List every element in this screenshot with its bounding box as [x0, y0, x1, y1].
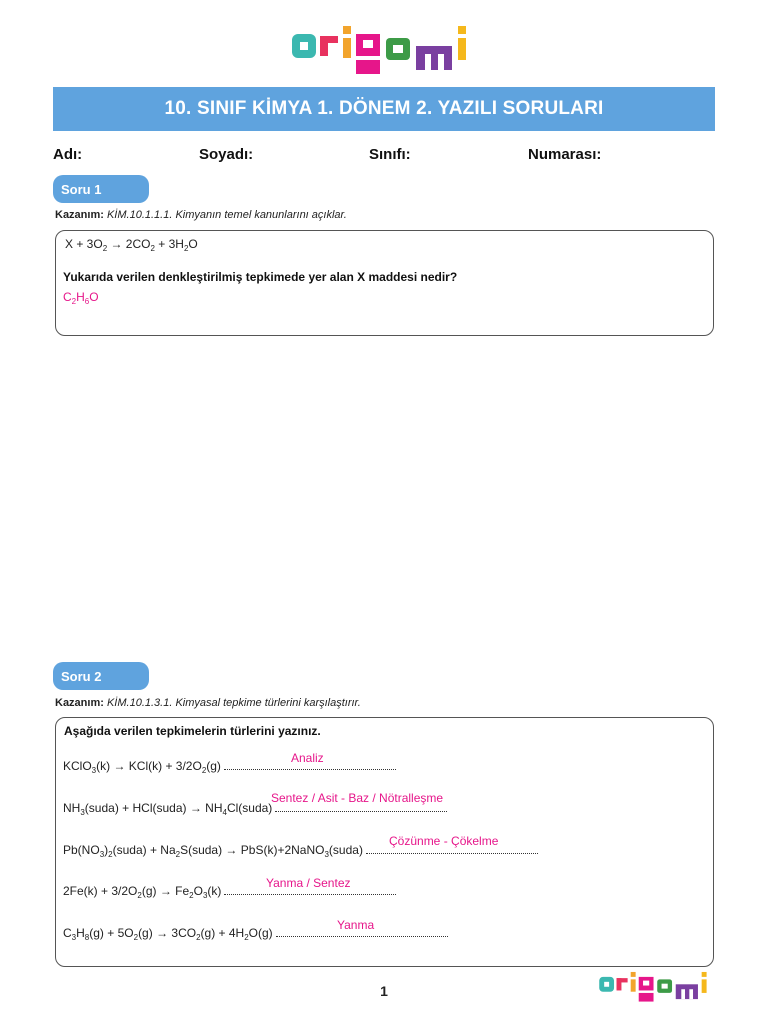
- reaction-row-1-answer: Analiz: [291, 751, 324, 765]
- reaction-row-5-answer: Yanma: [337, 918, 375, 932]
- question-2-box: [55, 717, 714, 967]
- reaction-row-3: $Pb(NO_3)_2(suda)$ + $Na_2S(suda)$ → PbS(k)+2NaNO$_3$(suda): [63, 843, 538, 857]
- kazanim-text: KİM.10.1.1.1. Kimyanın temel kanunlarını açıklar.: [106, 209, 347, 221]
- origami-logo-footer: [598, 970, 714, 1006]
- question-2-instruction: Aşağıda verilen tepkimelerin türlerini yazınız.: [64, 724, 321, 738]
- reaction-row-4: $2Fe(k) + 3/2O_2(g) \to Fe_2O_3(k)$: [63, 884, 396, 898]
- question-1-equation: $X + 3O_2 \to 2CO_2 + 3H_2O$: [65, 237, 198, 253]
- class-label: Sınıfı:: [369, 146, 411, 163]
- question-1-box: [55, 230, 714, 336]
- question-1-kazanim: [55, 209, 347, 221]
- question-2-kazanim: [55, 697, 361, 709]
- question-1-text: Yukarıda verilen denkleştirilmiş tepkimede yer alan X maddesi nedir?: [63, 270, 458, 284]
- kazanim-label: Kazanım:: [55, 697, 104, 709]
- kazanim-text: KİM.10.1.3.1. Kimyasal tepkime türlerini karşılaştırır.: [106, 697, 361, 709]
- number-label: Numarası:: [528, 146, 602, 163]
- surname-label: Soyadı:: [199, 146, 254, 163]
- reaction-row-1: KClO$_3$(k) → $KCl(k) + 3/2O_2(g)$: [63, 759, 396, 773]
- name-label: Adı:: [53, 146, 83, 163]
- reaction-row-4-answer: Yanma / Sentez: [266, 876, 351, 890]
- page-number: 1: [380, 983, 388, 999]
- reaction-row-2: $NH_3(suda)$ + HCl(suda) → $NH_4Cl(suda)$: [63, 801, 447, 815]
- reaction-row-3-answer: Çözünme - Çökelme: [389, 834, 499, 848]
- reaction-row-2-answer: Sentez / Asit - Baz / Nötralleşme: [271, 791, 444, 805]
- reaction-row-5: $C_3H_8(g) + 5O_2(g) \to 3CO_2(g) + 4H_2O(g)$: [63, 926, 448, 940]
- question-1-answer: $C_2H_6O$: [63, 290, 99, 306]
- page-title: 10. SINIF KİMYA 1. DÖNEM 2. YAZILI SORULARI: [53, 87, 715, 131]
- origami-logo: [290, 24, 478, 80]
- question-2-badge: Soru 2: [53, 662, 149, 690]
- question-1-badge: Soru 1: [53, 175, 149, 203]
- kazanim-label: Kazanım:: [55, 209, 104, 221]
